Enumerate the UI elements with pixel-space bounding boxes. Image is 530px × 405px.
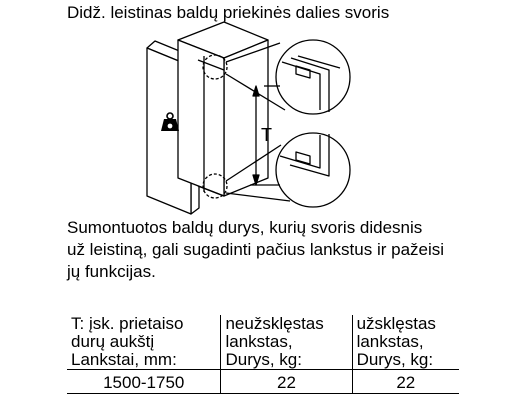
header-unlatched: neužsklęstas lankstas, Durys, kg: (221, 315, 352, 370)
warning-line: jų funkcijas. (67, 262, 156, 281)
warning-text (67, 217, 507, 283)
header-latched: užsklęstas lankstas, Durys, kg: (352, 315, 459, 370)
table-header-row (67, 315, 459, 370)
cabinet-body (178, 22, 268, 196)
warning-line: už leistiną, gali sugadinti pačius lankstus ir pažeisi (67, 240, 445, 259)
weight-table (67, 315, 459, 394)
dimension-label: T (261, 125, 272, 145)
header-height: T: įsk. prietaiso durų aukštį Lankstai, mm: (67, 315, 221, 370)
hinge-detail-bottom (276, 133, 350, 207)
cell-latched-weight: 22 (352, 370, 459, 394)
table-row (67, 370, 459, 394)
page-heading: Didž. leistinas baldų priekinės dalies svoris (67, 3, 390, 22)
warning-line: Sumontuotos baldų durys, kurių svoris didesnis (67, 218, 423, 237)
cell-unlatched-weight: 22 (221, 370, 352, 394)
cell-height-range: 1500-1750 (67, 370, 221, 394)
hinge-detail-top (276, 40, 350, 114)
